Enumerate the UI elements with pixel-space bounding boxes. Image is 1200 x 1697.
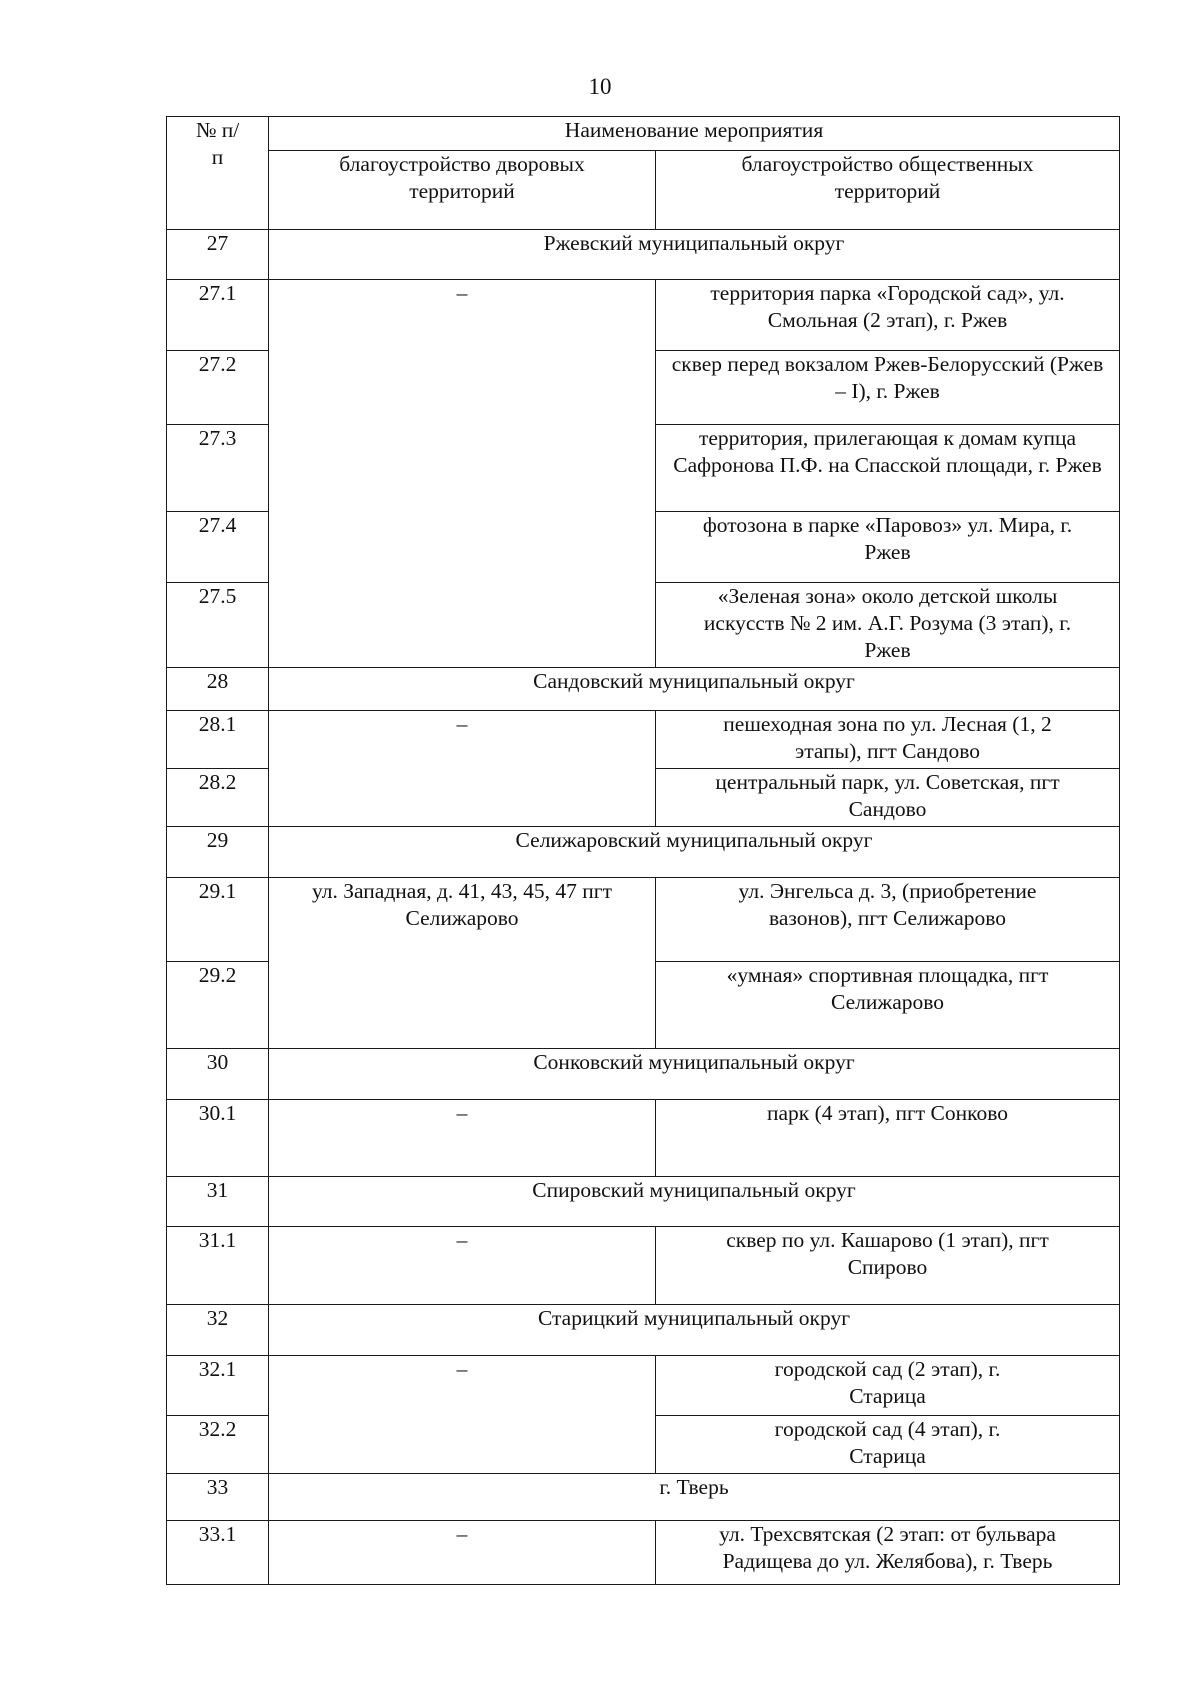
- section-title: Ржевский муниципальный округ: [269, 230, 1120, 280]
- header-subrow: [167, 151, 1120, 230]
- item-row: [167, 1100, 1120, 1177]
- header-title: Наименование мероприятия: [269, 117, 1120, 151]
- section-number: 30: [167, 1049, 269, 1100]
- section-title: Селижаровский муниципальный округ: [269, 827, 1120, 878]
- events-table-body: [167, 117, 1120, 1585]
- item-number: 27.4: [167, 512, 269, 583]
- section-row: [167, 827, 1120, 878]
- section-row: [167, 668, 1120, 711]
- section-number: 27: [167, 230, 269, 280]
- yard-cell-dash: –: [269, 1227, 656, 1305]
- item-number: 28.2: [167, 769, 269, 827]
- section-number: 32: [167, 1305, 269, 1356]
- section-number: 33: [167, 1474, 269, 1521]
- yard-cell-dash: –: [269, 1521, 656, 1585]
- header-public: благоустройство общественных территорий: [656, 151, 1120, 230]
- item-number: 27.3: [167, 425, 269, 512]
- item-row: [167, 711, 1120, 769]
- section-row: [167, 1049, 1120, 1100]
- section-title: Сонковский муниципальный округ: [269, 1049, 1120, 1100]
- public-cell: сквер перед вокзалом Ржев-Белорусский (Ржев – I), г. Ржев: [656, 351, 1120, 425]
- yard-cell-dash: –: [269, 711, 656, 827]
- public-cell: «Зеленая зона» около детской школы искусств № 2 им. А.Г. Розума (3 этап), г. Ржев: [656, 583, 1120, 668]
- public-cell: городской сад (2 этап), г. Старица: [656, 1356, 1120, 1416]
- item-row: [167, 1521, 1120, 1585]
- yard-cell-dash: –: [269, 1356, 656, 1474]
- public-cell: «умная» спортивная площадка, пгт Селижарово: [656, 962, 1120, 1049]
- section-number: 31: [167, 1177, 269, 1227]
- item-number: 33.1: [167, 1521, 269, 1585]
- item-row: [167, 1356, 1120, 1416]
- public-cell: парк (4 этап), пгт Сонково: [656, 1100, 1120, 1177]
- item-number: 27.1: [167, 280, 269, 351]
- yard-cell-dash: –: [269, 1100, 656, 1177]
- section-title: Старицкий муниципальный округ: [269, 1305, 1120, 1356]
- public-cell: территория, прилегающая к домам купца Сафронова П.Ф. на Спасской площади, г. Ржев: [656, 425, 1120, 512]
- public-cell: ул. Трехсвятская (2 этап: от бульвара Радищева до ул. Желябова), г. Тверь: [656, 1521, 1120, 1585]
- item-number: 30.1: [167, 1100, 269, 1177]
- item-number: 31.1: [167, 1227, 269, 1305]
- item-number: 32.1: [167, 1356, 269, 1416]
- section-title: Спировский муниципальный округ: [269, 1177, 1120, 1227]
- item-number: 27.2: [167, 351, 269, 425]
- public-cell: городской сад (4 этап), г. Старица: [656, 1416, 1120, 1474]
- item-number: 27.5: [167, 583, 269, 668]
- events-table: [166, 116, 1120, 1585]
- section-title: Сандовский муниципальный округ: [269, 668, 1120, 711]
- item-row: [167, 280, 1120, 351]
- section-title: г. Тверь: [269, 1474, 1120, 1521]
- public-cell: центральный парк, ул. Советская, пгт Сандово: [656, 769, 1120, 827]
- section-number: 29: [167, 827, 269, 878]
- item-row: [167, 1227, 1120, 1305]
- section-row: [167, 1177, 1120, 1227]
- item-number: 32.2: [167, 1416, 269, 1474]
- public-cell: фотозона в парке «Паровоз» ул. Мира, г. Ржев: [656, 512, 1120, 583]
- public-cell: территория парка «Городской сад», ул. Смольная (2 этап), г. Ржев: [656, 280, 1120, 351]
- header-yard: благоустройство дворовых территорий: [269, 151, 656, 230]
- item-number: 29.1: [167, 878, 269, 962]
- section-row: [167, 230, 1120, 280]
- public-cell: ул. Энгельса д. 3, (приобретение вазонов), пгт Селижарово: [656, 878, 1120, 962]
- page-number: 10: [588, 74, 612, 99]
- section-row: [167, 1305, 1120, 1356]
- public-cell: сквер по ул. Кашарово (1 этап), пгт Спирово: [656, 1227, 1120, 1305]
- section-row: [167, 1474, 1120, 1521]
- item-number: 29.2: [167, 962, 269, 1049]
- item-number: 28.1: [167, 711, 269, 769]
- yard-cell: ул. Западная, д. 41, 43, 45, 47 пгт Селижарово: [269, 878, 656, 1049]
- header-row: [167, 117, 1120, 151]
- item-row: [167, 878, 1120, 962]
- public-cell: пешеходная зона по ул. Лесная (1, 2 этапы), пгт Сандово: [656, 711, 1120, 769]
- yard-cell-dash: –: [269, 280, 656, 668]
- header-num: № п/п: [167, 117, 269, 230]
- section-number: 28: [167, 668, 269, 711]
